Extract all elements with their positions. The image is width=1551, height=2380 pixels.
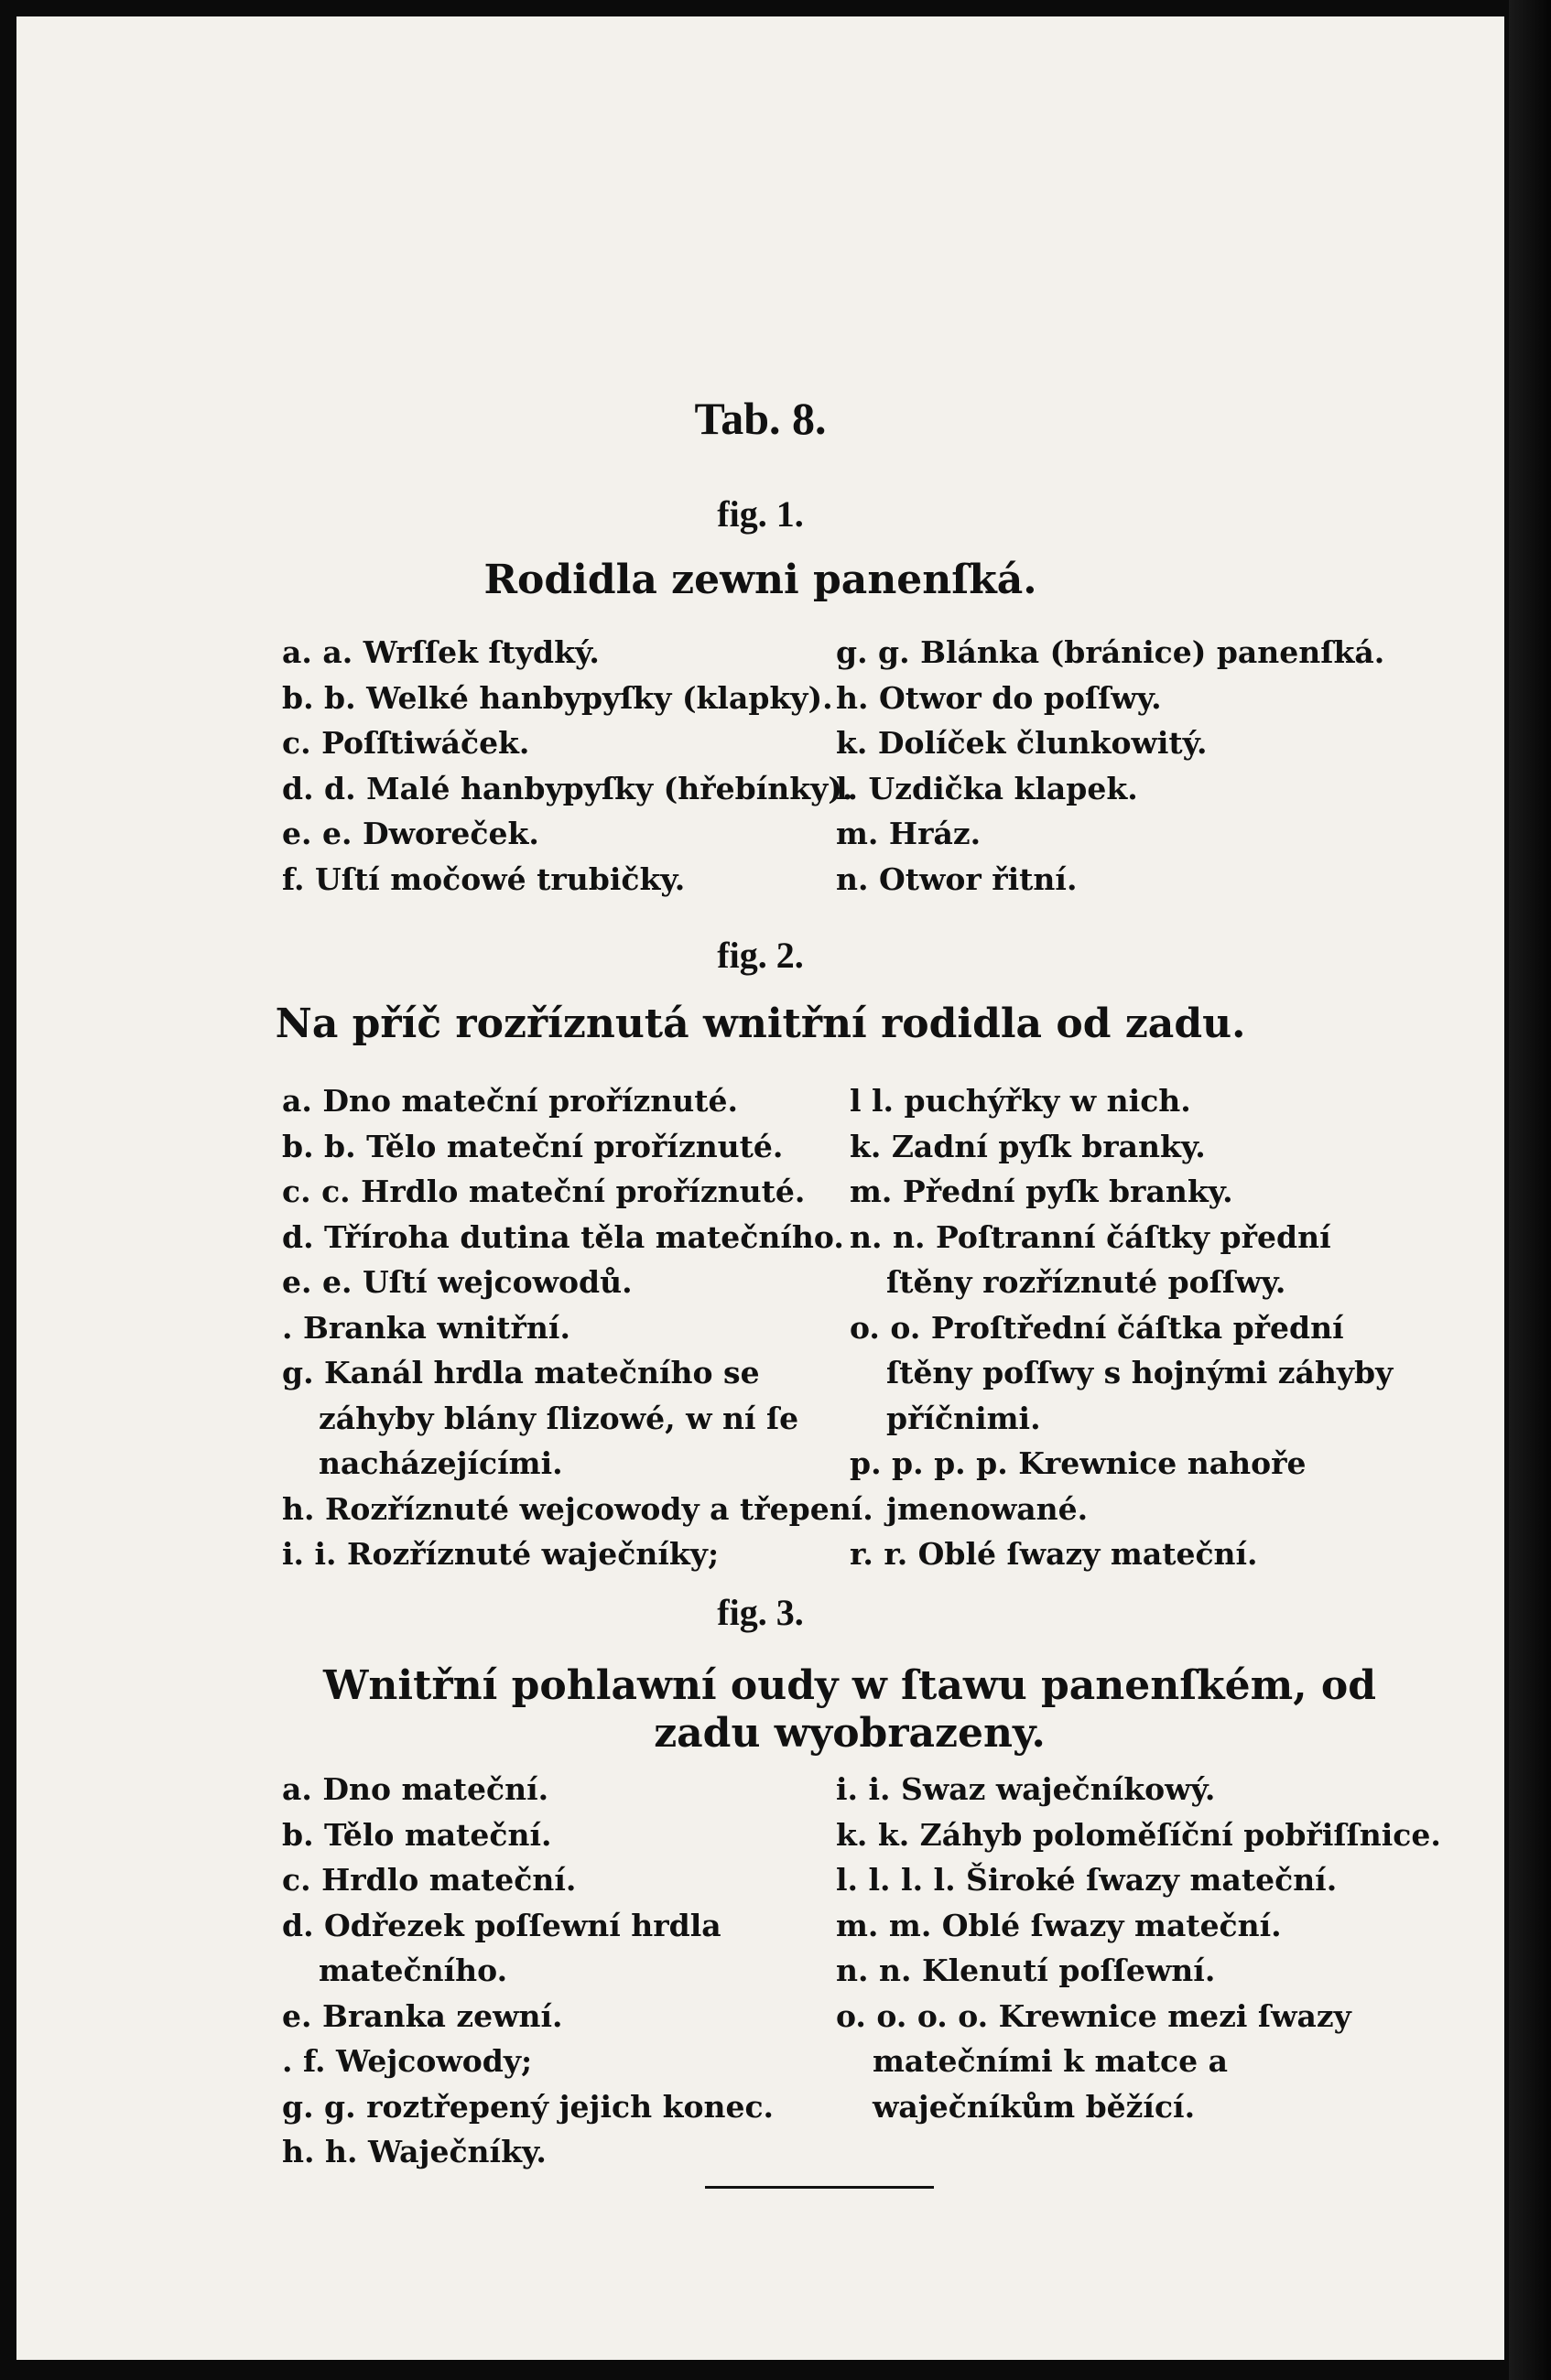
list-item: n. n. Klenutí poſſewní. <box>836 1953 1216 1988</box>
fig2-right-list <box>850 1078 1408 1577</box>
list-item: m. Hráz. <box>836 816 982 851</box>
list-item: e. Branka zewní. <box>282 1997 563 2034</box>
list-item: k. k. Záhyb poloměſíční pobřiſſnice. <box>836 1816 1441 1853</box>
fig2-left-list <box>282 1078 873 1577</box>
list-item: l. Uzdička klapek. <box>836 770 1138 806</box>
list-item: d. Tříroha dutina těla matečního. <box>282 1218 844 1255</box>
list-item: l l. puchýřky w nich. <box>850 1083 1191 1119</box>
fig1-label: fig. 1. <box>717 493 804 535</box>
list-item: m. m. Oblé ſwazy mateční. <box>836 1907 1282 1943</box>
page-title: Tab. 8. <box>694 393 827 444</box>
list-item: g. g. roztřepený jejich konec. <box>282 2088 775 2125</box>
list-item: d. Odřezek poſſewní hrdla matečního. <box>282 1907 721 1988</box>
list-item: n. n. Poſtranní čáſtky přední ſtěny rozříznuté poſſwy. <box>850 1218 1331 1300</box>
list-item: d. d. Malé hanbypyſky (hřebínky). <box>282 770 853 806</box>
list-item: f. Uſtí močowé trubičky. <box>282 860 686 897</box>
list-item: m. Přední pyſk branky. <box>850 1174 1233 1209</box>
fig3-right-list <box>836 1767 1441 2129</box>
list-item: b. b. Welké hanbypyſky (klapky). <box>282 679 833 716</box>
list-item: l. l. l. l. Široké ſwazy mateční. <box>836 1862 1338 1898</box>
list-item: a. a. Wrſſek ſtydký. <box>282 634 600 670</box>
list-item: b. b. Tělo mateční proříznuté. <box>282 1128 784 1164</box>
fig3-left-list <box>282 1767 831 2175</box>
list-item: h. Otwor do poſſwy. <box>836 679 1162 716</box>
list-item: c. Poſſtiwáček. <box>282 725 530 761</box>
fig2-label: fig. 2. <box>717 935 804 976</box>
page <box>16 16 1504 2360</box>
fig1-title: Rodidla zewni panenſká. <box>483 557 1037 603</box>
list-item: a. Dno mateční proříznuté. <box>282 1083 738 1119</box>
list-item: i. i. Rozříznuté waječníky; <box>282 1536 720 1572</box>
list-item: p. p. p. p. Krewnice nahoře jmenowané. <box>850 1445 1307 1527</box>
list-item: b. Tělo mateční. <box>282 1816 552 1853</box>
list-item: . f. Wejcowody; <box>282 2043 533 2079</box>
list-item: n. Otwor řitní. <box>836 860 1078 897</box>
list-item: r. r. Oblé ſwazy mateční. <box>850 1536 1258 1572</box>
list-item: e. e. Dworeček. <box>282 816 539 851</box>
list-item: e. e. Uſtí wejcowodů. <box>282 1264 633 1300</box>
list-item: o. o. Proſtřední čáſtka přední ſtěny poſſwy s hojnými záhyby příčnimi. <box>850 1309 1394 1436</box>
list-item: h. Rozříznuté wejcowody a třepení. <box>282 1490 873 1527</box>
fig3-label: fig. 3. <box>717 1592 804 1633</box>
list-item: k. Zadní pyſk branky. <box>850 1128 1206 1164</box>
book-spine-edge <box>1509 0 1551 2380</box>
list-item: i. i. Swaz waječníkowý. <box>836 1771 1216 1807</box>
list-item: c. Hrdlo mateční. <box>282 1862 577 1898</box>
list-item: a. Dno mateční. <box>282 1771 549 1807</box>
list-item: h. h. Waječníky. <box>282 2134 547 2169</box>
fig2-title: Na příč rozříznutá wnitřní rodidla od zadu. <box>275 1001 1246 1047</box>
fig1-right-list <box>836 630 1422 902</box>
list-item: g. Kanál hrdla matečního se záhyby blány ſlizowé, w ní ſe nacházejícími. <box>282 1355 799 1481</box>
closing-rule <box>705 2186 934 2189</box>
list-item: g. g. Blánka (bránice) panenſká. <box>836 634 1385 670</box>
fig1-left-list <box>282 630 853 902</box>
list-item: o. o. o. o. Krewnice mezi ſwazy matečními k matce a waječníkům běžící. <box>836 1997 1351 2125</box>
fig3-title: Wnitřní pohlawní oudy w ſtawu panenſkém, od zadu wyobrazeny. <box>323 1662 1376 1757</box>
list-item: c. c. Hrdlo mateční proříznuté. <box>282 1174 806 1209</box>
list-item: . Branka wnitřní. <box>282 1309 570 1346</box>
list-item: k. Dolíček člunkowitý. <box>836 725 1208 761</box>
